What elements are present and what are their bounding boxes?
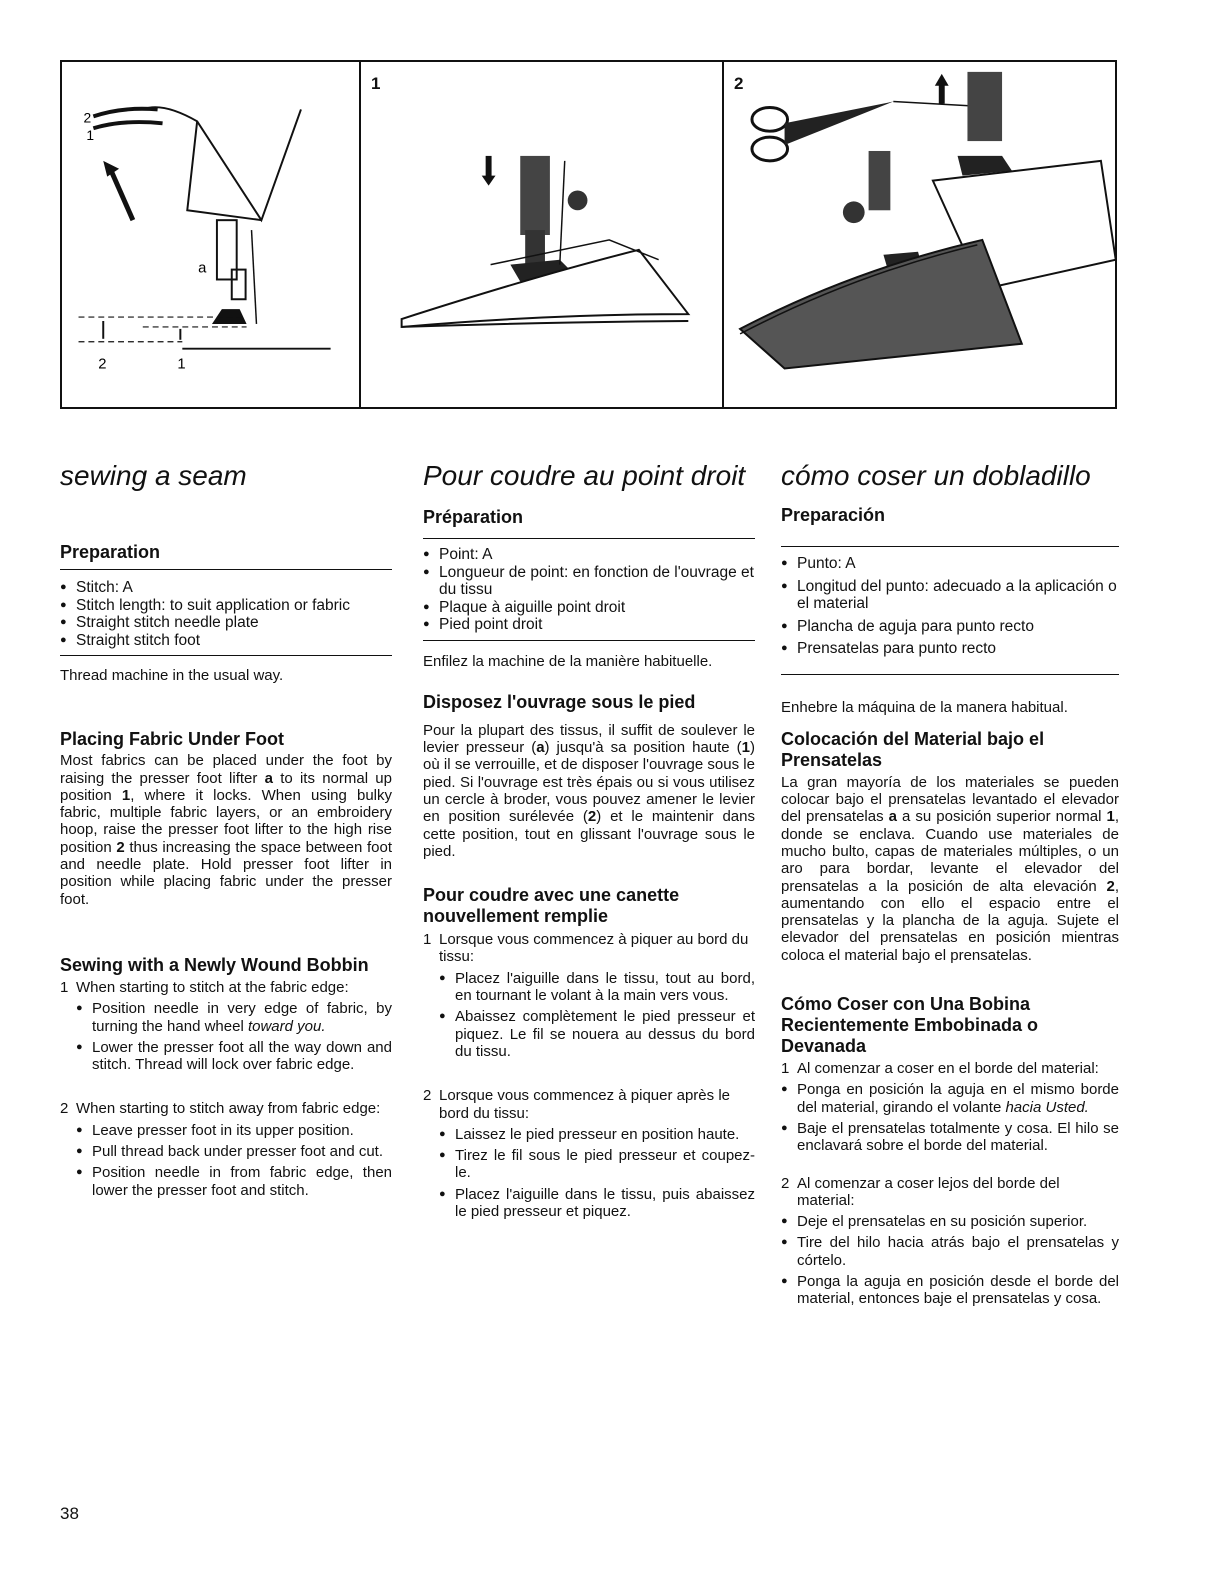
prep-item-foot-es: ● Prensatelas para punto recto — [781, 640, 1119, 658]
step-2-item-es: ● Ponga la aguja en posición desde el borde del material, entonces baje el prensatelas y cosa. — [781, 1273, 1119, 1308]
prep-list-es — [781, 555, 1119, 658]
illustration-frame — [60, 60, 1117, 409]
page-title-es: cómo coser un dobladillo — [781, 460, 1091, 491]
prep-item-stitch-en: ● Stitch: A — [60, 579, 392, 597]
step-2-item-es: ● Deje el prensatelas en su posición superior. — [781, 1213, 1119, 1230]
english-column — [60, 460, 392, 1199]
step-2-list-es — [781, 1213, 1119, 1307]
step-1-item-en: ● Position needle in very edge of fabric, by turning the hand wheel toward you. — [76, 1000, 392, 1035]
page-title-en: sewing a seam — [60, 460, 247, 491]
placing-paragraph-es: La gran mayoría de los materiales se pueden colocar bajo el prensatelas levantado el elevador del prensatelas a a su posición superior normal 1, donde se enclava. Cuando use materiales de mucho bulto, capas de materiales múltiples, o un aro para bordar, levante el elevador del prensatelas a la posición de alta elevación 2, aumentando con ello el espacio entre el prensatelas y la plancha de la aguja. Sujete el elevador del prensatelas en posición mientras coloca el material bajo el prensatelas. — [781, 773, 1120, 964]
placing-heading-es: Colocación del Material bajo el Prensatelas — [781, 728, 1045, 770]
step-2-item-en: ● Leave presser foot in its upper position. — [76, 1122, 392, 1139]
placing-paragraph-en: Most fabrics can be placed under the foot by raising the presser foot lifter a to its normal up position 1, where it locks. When using bulky fabric, multiple fabric layers, or an embroidery hoop, raise the presser foot lifter to the high rise position 2 thus increasing the space between foot and needle plate. Hold presser foot lifter in position while placing fabric under the presser foot. — [60, 752, 393, 908]
step-2-list-en — [60, 1122, 392, 1199]
step-1-list-fr — [423, 970, 755, 1060]
cut-thread-illustration — [722, 62, 1117, 407]
step-2-item-en: ● Pull thread back under presser foot and cut. — [76, 1143, 392, 1160]
rule-bottom-es — [781, 674, 1119, 675]
spanish-column — [781, 460, 1119, 1308]
presser-foot-lifter-illustration — [62, 62, 359, 407]
thread-note-fr: Enfilez la machine de la manière habituelle. — [423, 652, 713, 670]
thread-note-es: Enhebre la máquina de la manera habitual. — [781, 698, 1068, 716]
step-1-fr: 1 Lorsque vous commencez à piquer au bord du tissu: — [423, 931, 749, 966]
lifter-drawing — [62, 62, 359, 407]
step-2-list-fr — [423, 1126, 755, 1220]
step-1-es: 1 Al comenzar a coser en el borde del material: — [781, 1060, 1099, 1078]
rule-top-es — [781, 546, 1119, 547]
prep-item-foot-fr: ● Pied point droit — [423, 616, 755, 634]
step-2-item-en: ● Position needle in from fabric edge, then lower the presser foot and stitch. — [76, 1164, 392, 1199]
step-2-item-es: ● Tire del hilo hacia atrás bajo el prensatelas y córtelo. — [781, 1234, 1119, 1269]
bobbin-heading-en: Sewing with a Newly Wound Bobbin — [60, 954, 369, 975]
bobbin-heading-es: Cómo Coser con Una Bobina Recientemente Embobinada o Devanada — [781, 994, 1039, 1057]
page-title-fr: Pour coudre au point droit — [423, 460, 746, 491]
french-column — [423, 460, 755, 1220]
prep-item-point-fr: ● Point: A — [423, 546, 755, 564]
lower-foot-drawing — [361, 62, 722, 407]
prep-item-length-fr: ● Longueur de point: en fonction de l'ouvrage et du tissu — [423, 564, 755, 599]
step-2-fr: 2 Lorsque vous commencez à piquer après le bord du tissu: — [423, 1087, 730, 1122]
thread-note-en: Thread machine in the usual way. — [60, 667, 284, 684]
prep-item-length-es: ● Longitud del punto: adecuado a la aplicación o el material — [781, 578, 1119, 613]
step-1-item-es: ● Baje el prensatelas totalmente y cosa. El hilo se enclavará sobre el borde del material. — [781, 1120, 1119, 1155]
callout-a: a — [198, 260, 207, 277]
panel-number-1: 1 — [371, 74, 381, 93]
height-label-1: 1 — [177, 356, 186, 373]
preparation-heading-fr: Préparation — [423, 507, 524, 527]
rule-top-fr — [423, 538, 755, 539]
rule-bottom-en — [60, 655, 392, 656]
step-1-en: 1 When starting to stitch at the fabric edge: — [60, 978, 349, 996]
step-2-item-fr: ● Laissez le pied presseur en position haute. — [439, 1126, 755, 1143]
rule-bottom-fr — [423, 640, 755, 641]
placing-paragraph-fr: Pour la plupart des tissus, il suffit de soulever le levier presseur (a) jusqu'à sa position haute (1) où il se verrouille, et de disposer l'ouvrage sous le pied. Si l'ouvrage est très épais ou si vous utilisez un cercle à broder, vous pouvez amener le levier en position surélevée (2) et le maintenir dans cette position, tout en glissant l'ouvrage sous le pied. — [423, 721, 755, 860]
prep-item-plate-en: ● Straight stitch needle plate — [60, 614, 392, 632]
step-1-list-es — [781, 1081, 1119, 1154]
bobbin-heading-fr: Pour coudre avec une canette nouvellement remplie — [423, 885, 680, 927]
step-1-item-en: ● Lower the presser foot all the way down and stitch. Thread will lock over fabric edge. — [76, 1039, 392, 1074]
prep-item-length-en: ● Stitch length: to suit application or fabric — [60, 597, 392, 615]
preparation-heading-es: Preparación — [781, 505, 886, 525]
prep-item-plate-fr: ● Plaque à aiguille point droit — [423, 599, 755, 617]
callout-1: 1 — [86, 127, 95, 144]
cut-thread-drawing — [724, 62, 1117, 407]
step-2-item-fr: ● Placez l'aiguille dans le tissu, puis abaissez le pied presseur et piquez. — [439, 1186, 755, 1221]
prep-item-foot-en: ● Straight stitch foot — [60, 632, 392, 650]
page-number: 38 — [60, 1504, 79, 1523]
callout-2: 2 — [83, 109, 92, 126]
step-1-item-fr: ● Placez l'aiguille dans le tissu, tout au bord, en tournant le volant à la main vers vous. — [439, 970, 755, 1005]
lower-presser-foot-illustration — [359, 62, 722, 407]
prep-item-plate-es: ● Plancha de aguja para punto recto — [781, 618, 1119, 636]
placing-heading-fr: Disposez l'ouvrage sous le pied — [423, 691, 696, 712]
step-2-es: 2 Al comenzar a coser lejos del borde del material: — [781, 1174, 1060, 1209]
step-1-list-en — [60, 1000, 392, 1073]
preparation-heading-en: Preparation — [60, 542, 161, 562]
prep-list-fr — [423, 546, 755, 634]
rule-top-en — [60, 569, 392, 570]
step-2-item-fr: ● Tirez le fil sous le pied presseur et coupez-le. — [439, 1147, 755, 1182]
height-label-2: 2 — [98, 356, 107, 373]
step-1-item-fr: ● Abaissez complètement le pied presseur et piquez. Le fil se nouera au dessus du bord du tissu. — [439, 1008, 755, 1060]
step-1-item-es: ● Ponga en posición la aguja en el mismo borde del material, girando el volante hacia Usted. — [781, 1081, 1119, 1116]
panel-number-2: 2 — [734, 74, 744, 93]
prep-item-point-es: ● Punto: A — [781, 555, 1119, 573]
placing-heading-en: Placing Fabric Under Foot — [60, 729, 285, 750]
prep-list-en — [60, 579, 392, 649]
step-2-en: 2 When starting to stitch away from fabric edge: — [60, 1100, 381, 1118]
